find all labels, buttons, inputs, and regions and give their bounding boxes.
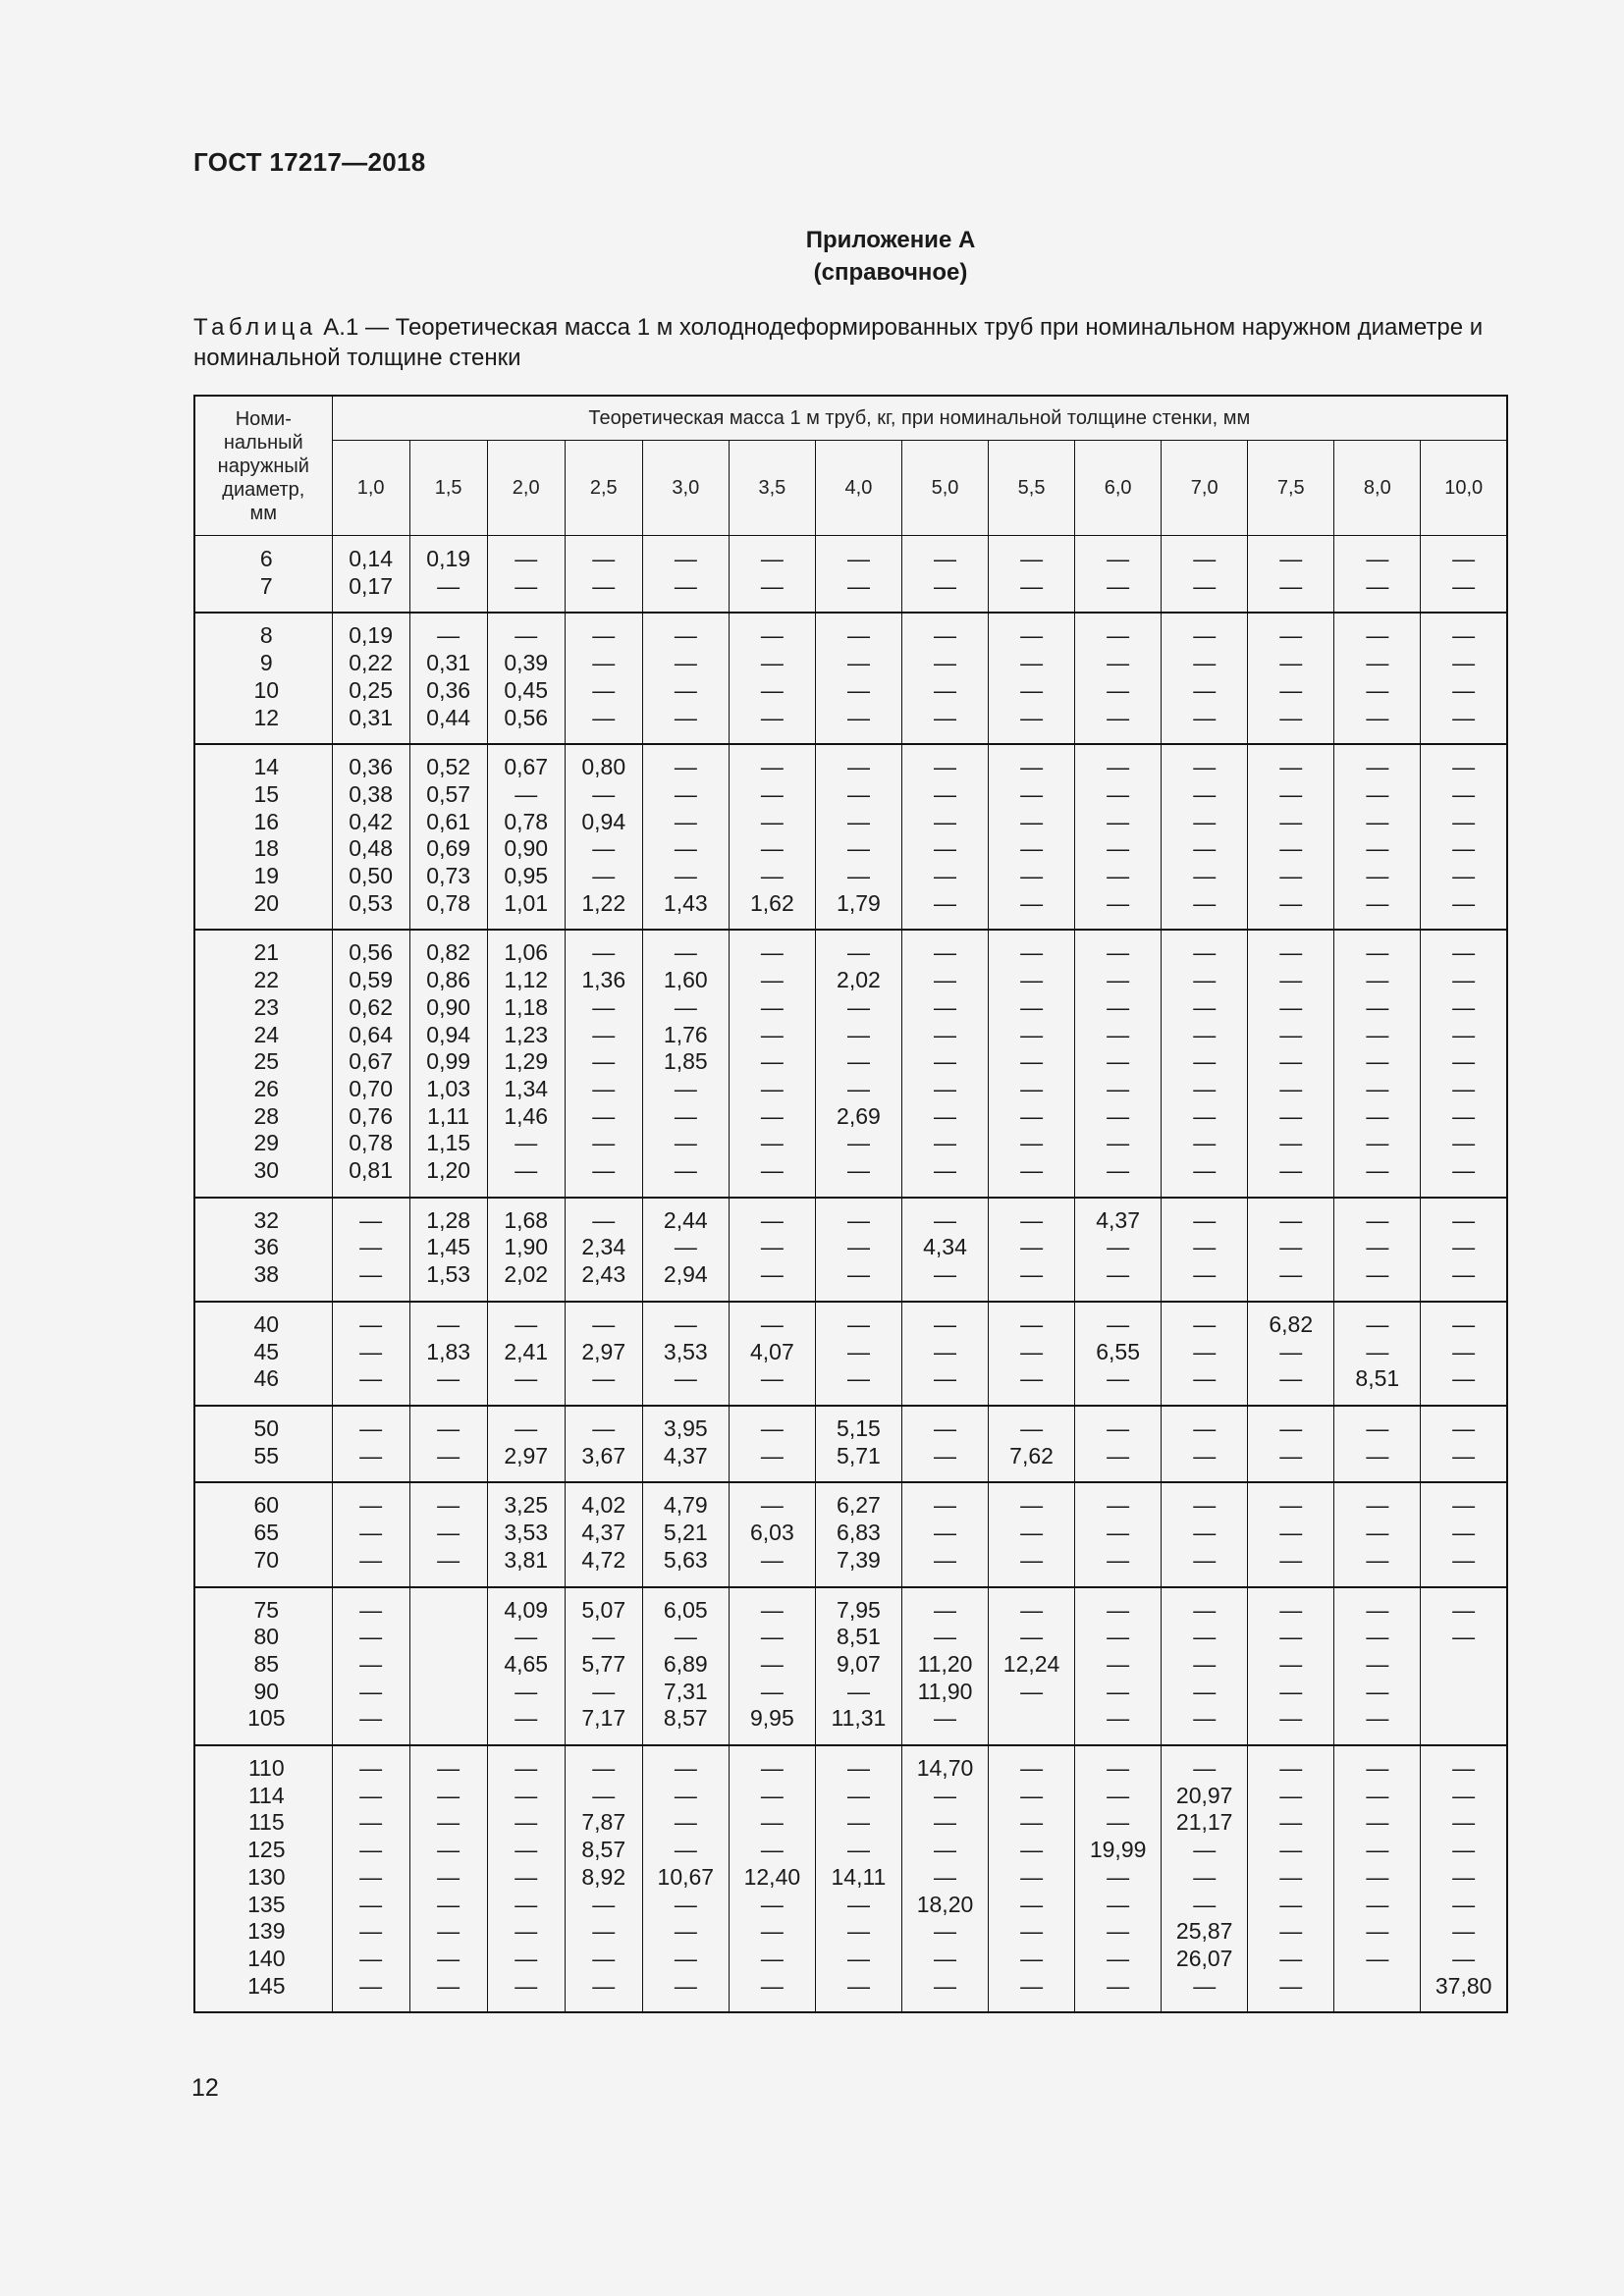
mass-cell: — — — — — — bbox=[1334, 744, 1421, 930]
thickness-header-cell: 10,0 bbox=[1421, 441, 1507, 536]
mass-cell: — 1,83 — bbox=[409, 1302, 487, 1406]
mass-cell: — 2,34 2,43 bbox=[565, 1198, 642, 1302]
mass-cell: 0,56 0,59 0,62 0,64 0,67 0,70 0,76 0,78 0,81 bbox=[332, 930, 409, 1197]
mass-cell: — — — — bbox=[1248, 613, 1334, 744]
table-caption-label: Таблица bbox=[193, 314, 317, 341]
mass-cell: — — — — — — — — — bbox=[409, 1745, 487, 2012]
mass-cell: — — bbox=[1075, 1406, 1162, 1482]
mass-cell: — — — bbox=[1075, 1482, 1162, 1586]
mass-cell: — — — — bbox=[901, 613, 988, 744]
mass-cell: 6,82 — — bbox=[1248, 1302, 1334, 1406]
mass-cell: — — bbox=[1162, 536, 1248, 614]
mass-cell: — — — — — — — — bbox=[1334, 1745, 1421, 2012]
mass-cell: — 6,03 — bbox=[729, 1482, 815, 1586]
mass-cell: — — — — bbox=[642, 613, 729, 744]
mass-cell: — — — — 12,40 — — — — bbox=[729, 1745, 815, 2012]
mass-cell: — — — — — — — — — bbox=[989, 1745, 1075, 2012]
mass-cell: — 7,62 bbox=[989, 1406, 1075, 1482]
mass-cell: 0,80 — 0,94 — — 1,22 bbox=[565, 744, 642, 930]
mass-cell: — — — — bbox=[989, 613, 1075, 744]
mass-cell: — — — — bbox=[565, 613, 642, 744]
table-row bbox=[194, 1745, 1507, 2012]
mass-cell: — 2,41 — bbox=[487, 1302, 565, 1406]
mass-cell: — — 12,24 — bbox=[989, 1587, 1075, 1746]
mass-cell: — — — — — — bbox=[1162, 744, 1248, 930]
diameter-cell: 14 15 16 18 19 20 bbox=[194, 744, 332, 930]
thickness-header-cell: 2,0 bbox=[487, 441, 565, 536]
mass-cell: 0,14 0,17 bbox=[332, 536, 409, 614]
mass-cell: — — — — — — — — — bbox=[1162, 930, 1248, 1197]
mass-cell: 4,37 — — bbox=[1075, 1198, 1162, 1302]
mass-cell: 7,95 8,51 9,07 — 11,31 bbox=[815, 1587, 901, 1746]
table-caption-text: А.1 — Теоретическая масса 1 м холоднодеформированных труб при номинальном наружном диаметре и номинальной толщине стенки bbox=[193, 314, 1484, 371]
mass-cell: — — — — — — bbox=[1075, 744, 1162, 930]
mass-cell: — — — — bbox=[729, 613, 815, 744]
mass-cell: — — 7,87 8,57 8,92 — — — — bbox=[565, 1745, 642, 2012]
mass-cell: — 1,36 — — — — — — — bbox=[565, 930, 642, 1197]
mass-cell: — — bbox=[487, 536, 565, 614]
thickness-header-cell: 3,0 bbox=[642, 441, 729, 536]
mass-cell: — — — — 10,67 — — — — bbox=[642, 1745, 729, 2012]
mass-cell: — — — — bbox=[815, 613, 901, 744]
mass-cell: — — bbox=[1334, 1406, 1421, 1482]
table-header bbox=[194, 396, 1507, 536]
mass-cell: — — — — — — — — — bbox=[1248, 930, 1334, 1197]
mass-cell: 6,27 6,83 7,39 bbox=[815, 1482, 901, 1586]
mass-cell: — 0,31 0,36 0,44 bbox=[409, 613, 487, 744]
mass-cell: — — — bbox=[1162, 1198, 1248, 1302]
mass-cell: — — — — — — — — — bbox=[1334, 930, 1421, 1197]
mass-cell: — — — — — 1,62 bbox=[729, 744, 815, 930]
appendix-heading bbox=[0, 224, 1624, 289]
mass-cell: — — — — — bbox=[1162, 1587, 1248, 1746]
mass-cell: — 3,67 bbox=[565, 1406, 642, 1482]
appendix-subtitle: (справочное) bbox=[813, 259, 968, 286]
mass-cell: 0,52 0,57 0,61 0,69 0,73 0,78 bbox=[409, 744, 487, 930]
diameter-header: Номи- нальный наружный диаметр, мм bbox=[194, 396, 332, 536]
mass-cell: 0,19 0,22 0,25 0,31 bbox=[332, 613, 409, 744]
mass-cell: 0,36 0,38 0,42 0,48 0,50 0,53 bbox=[332, 744, 409, 930]
mass-cell: — — — bbox=[1421, 1482, 1507, 1586]
mass-cell: — — — — — — — — — bbox=[1248, 1745, 1334, 2012]
mass-cell: 6,05 — 6,89 7,31 8,57 bbox=[642, 1587, 729, 1746]
appendix-title: Приложение А bbox=[805, 227, 976, 253]
mass-cell: — — bbox=[815, 536, 901, 614]
mass-cell: — — — — — — — — — bbox=[729, 930, 815, 1197]
mass-cell: — — bbox=[332, 1406, 409, 1482]
mass-cell: — — — bbox=[989, 1482, 1075, 1586]
mass-cell: — — — bbox=[1248, 1482, 1334, 1586]
diameter-cell: 8 9 10 12 bbox=[194, 613, 332, 744]
mass-cell: 14,70 — — — — 18,20 — — — bbox=[901, 1745, 988, 2012]
mass-cell: 4,09 — 4,65 — — bbox=[487, 1587, 565, 1746]
thickness-header-row bbox=[194, 441, 1507, 536]
mass-cell: — — — — 9,95 bbox=[729, 1587, 815, 1746]
mass-cell: — — — 19,99 — — — — — bbox=[1075, 1745, 1162, 2012]
mass-cell: — — bbox=[1421, 536, 1507, 614]
mass-cell: 2,44 — 2,94 bbox=[642, 1198, 729, 1302]
mass-cell: — — — — — — bbox=[1248, 744, 1334, 930]
mass-cell: — — 11,20 11,90 — bbox=[901, 1587, 988, 1746]
diameter-cell: 60 65 70 bbox=[194, 1482, 332, 1586]
diameter-cell: 50 55 bbox=[194, 1406, 332, 1482]
thickness-header-cell: 6,0 bbox=[1075, 441, 1162, 536]
mass-cell: — — bbox=[729, 1406, 815, 1482]
mass-cell: — — — — 14,11 — — — — bbox=[815, 1745, 901, 2012]
mass-cell bbox=[409, 1587, 487, 1746]
mass-cell: — — bbox=[729, 536, 815, 614]
table-row bbox=[194, 1302, 1507, 1406]
mass-cell: 1,28 1,45 1,53 bbox=[409, 1198, 487, 1302]
mass-cell: — — bbox=[901, 536, 988, 614]
mass-cell: — — bbox=[1075, 536, 1162, 614]
thickness-header-cell: 5,0 bbox=[901, 441, 988, 536]
mass-cell: 3,95 4,37 bbox=[642, 1406, 729, 1482]
mass-cell: — — — bbox=[989, 1302, 1075, 1406]
mass-cell: — — — — — — — — — bbox=[487, 1745, 565, 2012]
thickness-header-cell: 7,5 bbox=[1248, 441, 1334, 536]
mass-cell: — — — — — — bbox=[1421, 744, 1507, 930]
mass-cell: — 2,97 — bbox=[565, 1302, 642, 1406]
mass-cell: — 20,97 21,17 — — — 25,87 26,07 — bbox=[1162, 1745, 1248, 2012]
mass-cell: — 3,53 — bbox=[642, 1302, 729, 1406]
mass-cell: — — 8,51 bbox=[1334, 1302, 1421, 1406]
mass-cell: — — bbox=[989, 536, 1075, 614]
mass-cell: — — — — — — — — — bbox=[332, 1745, 409, 2012]
mass-cell: — — — — — 1,43 bbox=[642, 744, 729, 930]
table-body bbox=[194, 536, 1507, 2013]
thickness-header-cell: 2,5 bbox=[565, 441, 642, 536]
mass-cell: — — bbox=[1162, 1406, 1248, 1482]
mass-cell: — — bbox=[1421, 1406, 1507, 1482]
mass-cell: 0,82 0,86 0,90 0,94 0,99 1,03 1,11 1,15 1,20 bbox=[409, 930, 487, 1197]
mass-cell: — — — — bbox=[1075, 613, 1162, 744]
mass-cell: — — — bbox=[1334, 1198, 1421, 1302]
mass-cell: — — — — — 1,79 bbox=[815, 744, 901, 930]
mass-header: Теоретическая масса 1 м труб, кг, при номинальной толщине стенки, мм bbox=[332, 396, 1507, 441]
mass-cell: — — bbox=[1248, 1406, 1334, 1482]
mass-cell: 5,15 5,71 bbox=[815, 1406, 901, 1482]
mass-table bbox=[193, 395, 1508, 2013]
mass-cell: — — — bbox=[815, 1302, 901, 1406]
mass-cell: — — — — — — — — — bbox=[1075, 930, 1162, 1197]
table-row bbox=[194, 1482, 1507, 1586]
thickness-header-cell: 3,5 bbox=[729, 441, 815, 536]
mass-cell: — — — bbox=[989, 1198, 1075, 1302]
diameter-cell: 32 36 38 bbox=[194, 1198, 332, 1302]
mass-cell: — — bbox=[1248, 536, 1334, 614]
mass-cell: — — — bbox=[1248, 1198, 1334, 1302]
diameter-cell: 40 45 46 bbox=[194, 1302, 332, 1406]
thickness-header-cell: 1,5 bbox=[409, 441, 487, 536]
mass-cell: 0,67 — 0,78 0,90 0,95 1,01 bbox=[487, 744, 565, 930]
mass-cell: 3,25 3,53 3,81 bbox=[487, 1482, 565, 1586]
mass-cell: 1,06 1,12 1,18 1,23 1,29 1,34 1,46 — — bbox=[487, 930, 565, 1197]
mass-cell: — 4,34 — bbox=[901, 1198, 988, 1302]
mass-cell: — — — — — bbox=[1075, 1587, 1162, 1746]
thickness-header-cell: 8,0 bbox=[1334, 441, 1421, 536]
table-row bbox=[194, 1406, 1507, 1482]
mass-cell: — — — — — bbox=[332, 1587, 409, 1746]
mass-cell: — — — bbox=[1162, 1482, 1248, 1586]
mass-cell: — 2,02 — — — — 2,69 — — bbox=[815, 930, 901, 1197]
mass-cell: — — — — bbox=[1162, 613, 1248, 744]
table-row bbox=[194, 1198, 1507, 1302]
diameter-cell: 110 114 115 125 130 135 139 140 145 bbox=[194, 1745, 332, 2012]
thickness-header-cell: 1,0 bbox=[332, 441, 409, 536]
table-row bbox=[194, 613, 1507, 744]
mass-cell: — — bbox=[901, 1406, 988, 1482]
mass-cell: — — — bbox=[1421, 1198, 1507, 1302]
mass-cell: — — — bbox=[815, 1198, 901, 1302]
mass-cell: — — — — — — — — — bbox=[989, 930, 1075, 1197]
mass-cell: — — — bbox=[1162, 1302, 1248, 1406]
mass-cell: — — — bbox=[729, 1198, 815, 1302]
mass-cell: — 6,55 — bbox=[1075, 1302, 1162, 1406]
diameter-cell: 21 22 23 24 25 26 28 29 30 bbox=[194, 930, 332, 1197]
mass-cell: — — — bbox=[901, 1482, 988, 1586]
thickness-header-cell: 4,0 bbox=[815, 441, 901, 536]
mass-cell: — — — — — — bbox=[901, 744, 988, 930]
table-row bbox=[194, 536, 1507, 614]
mass-cell: 5,07 — 5,77 — 7,17 bbox=[565, 1587, 642, 1746]
thickness-header-cell: 5,5 bbox=[989, 441, 1075, 536]
mass-cell: — — bbox=[1421, 1587, 1507, 1746]
mass-cell: — — — bbox=[409, 1482, 487, 1586]
diameter-cell: 6 7 bbox=[194, 536, 332, 614]
table-caption bbox=[193, 312, 1509, 373]
mass-cell: — — — bbox=[332, 1302, 409, 1406]
mass-cell: — — — — — — bbox=[989, 744, 1075, 930]
mass-cell: — 2,97 bbox=[487, 1406, 565, 1482]
mass-cell: — — bbox=[1334, 536, 1421, 614]
mass-cell: — — — bbox=[1421, 1302, 1507, 1406]
mass-cell: — 4,07 — bbox=[729, 1302, 815, 1406]
table-row bbox=[194, 1587, 1507, 1746]
table-row bbox=[194, 930, 1507, 1197]
mass-cell: — — — bbox=[1334, 1482, 1421, 1586]
mass-cell: — — — — — — — — — bbox=[1421, 930, 1507, 1197]
mass-cell: 4,02 4,37 4,72 bbox=[565, 1482, 642, 1586]
mass-cell: — 1,60 — 1,76 1,85 — — — — bbox=[642, 930, 729, 1197]
mass-cell: — — bbox=[565, 536, 642, 614]
mass-cell: — — — bbox=[332, 1198, 409, 1302]
mass-cell: — — — — bbox=[1334, 613, 1421, 744]
mass-cell: — — — bbox=[901, 1302, 988, 1406]
diameter-cell: 75 80 85 90 105 bbox=[194, 1587, 332, 1746]
mass-cell: — — — — — bbox=[1334, 1587, 1421, 1746]
mass-cell: — — — — — bbox=[1248, 1587, 1334, 1746]
mass-cell: — 0,39 0,45 0,56 bbox=[487, 613, 565, 744]
table-row bbox=[194, 744, 1507, 930]
mass-cell: — — — — bbox=[1421, 613, 1507, 744]
mass-cell: — — bbox=[642, 536, 729, 614]
mass-cell: — — — — — — — — — bbox=[901, 930, 988, 1197]
mass-cell: 4,79 5,21 5,63 bbox=[642, 1482, 729, 1586]
mass-cell: 1,68 1,90 2,02 bbox=[487, 1198, 565, 1302]
mass-cell: — — bbox=[409, 1406, 487, 1482]
mass-cell: 0,19 — bbox=[409, 536, 487, 614]
thickness-header-cell: 7,0 bbox=[1162, 441, 1248, 536]
mass-cell: — — — — — — — — 37,80 bbox=[1421, 1745, 1507, 2012]
mass-cell: — — — bbox=[332, 1482, 409, 1586]
page-number: 12 bbox=[191, 2074, 219, 2102]
document-header: ГОСТ 17217—2018 bbox=[193, 147, 426, 177]
